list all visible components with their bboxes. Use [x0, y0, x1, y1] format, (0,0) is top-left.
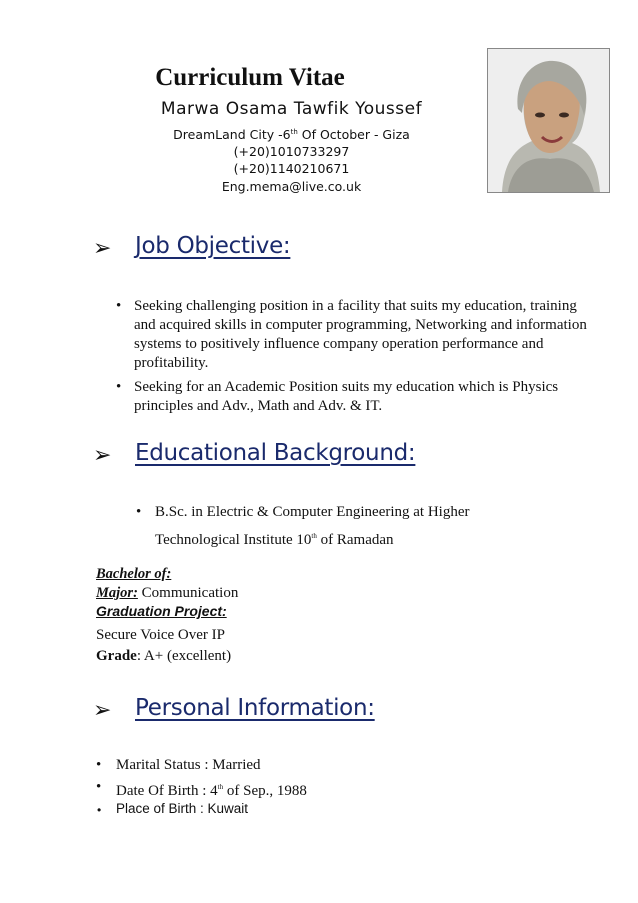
section-heading-personal: Personal Information:	[135, 695, 375, 721]
dob-sup: th	[217, 783, 224, 791]
bullet-dot-icon: •	[116, 298, 122, 314]
degree-line-1: B.Sc. in Electric & Computer Engineering at Higher	[155, 504, 470, 520]
address-sup: th	[290, 127, 298, 136]
major-value: Communication	[137, 585, 239, 601]
phone-2: (+20)1140210671	[233, 161, 350, 176]
address-text-end: Of October - Giza	[297, 127, 410, 142]
grade-value: : A+ (excellent)	[136, 648, 232, 664]
bachelor-label: Bachelor of:	[96, 566, 172, 582]
objective-item-1: Seeking challenging position in a facility that suits my education, training and acquired skills in computer programming, Networking and information systems to positively influence company operation performance and profitability.	[134, 298, 587, 371]
address-text: DreamLand City -6	[173, 127, 291, 142]
arrowhead-bullet-icon: ➢	[93, 235, 112, 260]
bullet-dot-icon: •	[136, 504, 142, 520]
major-label: Major:	[96, 585, 138, 601]
arrowhead-bullet-icon: ➢	[93, 442, 112, 467]
bullet-dot-icon: •	[96, 779, 102, 795]
cv-title: Curriculum Vitae	[155, 64, 345, 91]
place-of-birth: Place of Birth : Kuwait	[116, 801, 249, 816]
degree-institute: Technological Institute 10	[155, 532, 312, 548]
profile-photo-drawing	[488, 49, 609, 192]
candidate-name: Marwa Osama Tawfik Youssef	[160, 99, 423, 119]
dob-text: Date Of Birth : 4	[116, 783, 218, 799]
objective-item-2: Seeking for an Academic Position suits my education which is Physics principles and Adv., Math and Adv. & IT.	[134, 379, 559, 414]
dob-text-end: of Sep., 1988	[223, 783, 307, 799]
arrowhead-bullet-icon: ➢	[93, 697, 112, 722]
bullet-dot-icon: •	[116, 379, 122, 395]
marital-status: Marital Status : Married	[116, 757, 261, 773]
section-heading-education: Educational Background:	[135, 440, 416, 466]
project-label: Graduation Project:	[96, 603, 227, 619]
bullet-dot-icon: •	[97, 803, 102, 817]
degree-line-2	[155, 527, 394, 550]
grade-label: Grade	[96, 648, 137, 664]
bullet-dot-icon: •	[96, 757, 102, 773]
section-heading-objective: Job Objective:	[135, 233, 291, 259]
degree-city: of Ramadan	[316, 532, 394, 548]
grade-line	[96, 647, 231, 666]
degree-sup: th	[311, 532, 317, 540]
project-value: Secure Voice Over IP	[96, 627, 225, 643]
major-line	[96, 584, 238, 603]
date-of-birth	[116, 778, 307, 801]
profile-photo	[487, 48, 610, 193]
phone-1: (+20)1010733297	[233, 144, 350, 159]
email: Eng.mema@live.co.uk	[221, 179, 362, 194]
